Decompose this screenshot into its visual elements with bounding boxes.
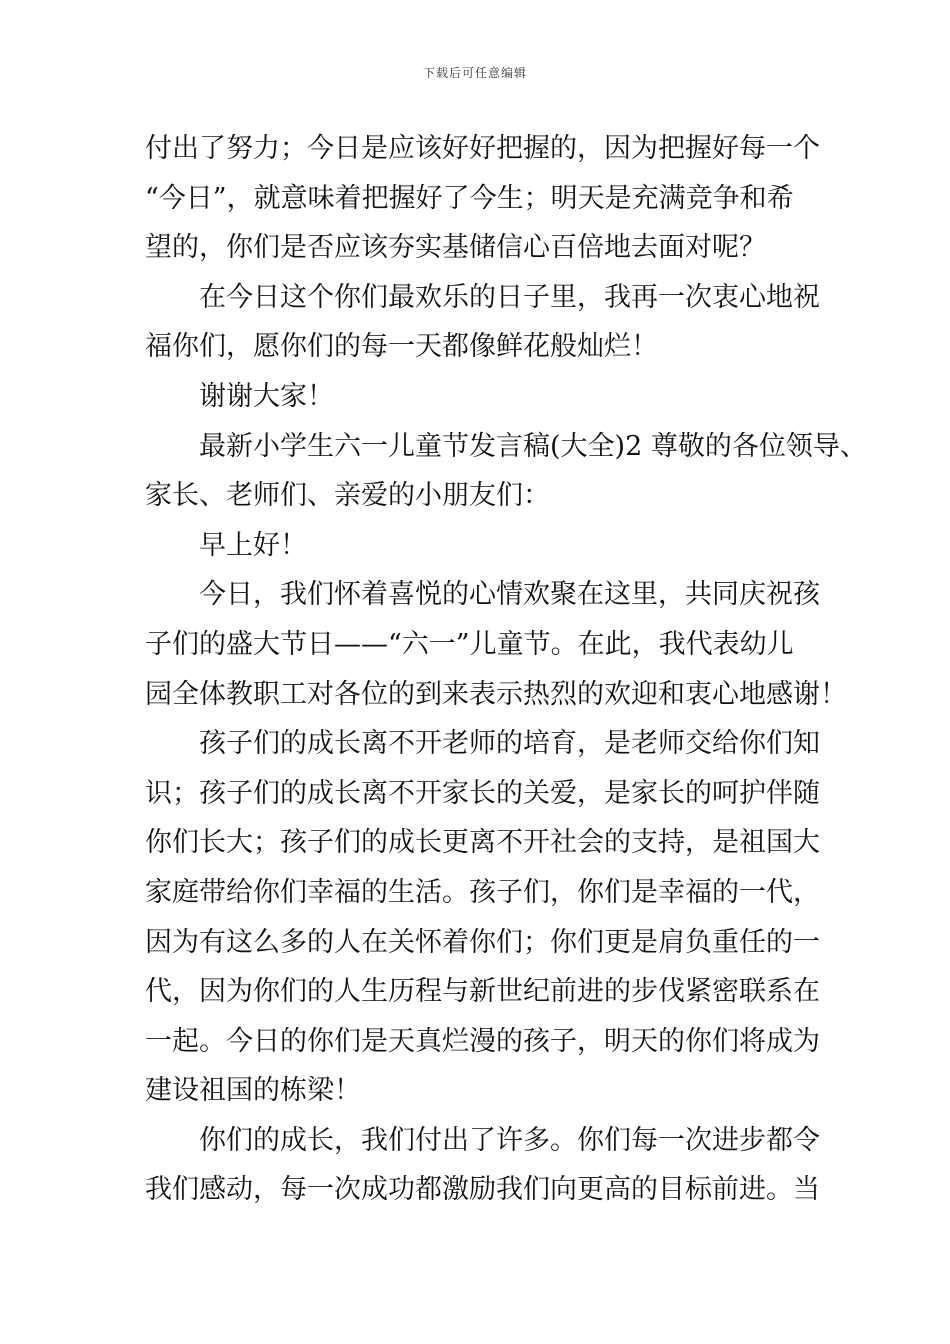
text-line: 今日，我们怀着喜悦的心情欢聚在这里，共同庆祝孩 [199,579,820,611]
text-line: 我们感动，每一次成功都激励我们向更高的目标前进。当 [145,1174,820,1206]
text-line: 代，因为你们的人生历程与新世纪前进的步伐紧密联系在 [145,976,820,1008]
body-text [145,124,867,1215]
text-line: 家长、老师们、亲爱的小朋友们： [145,480,550,512]
text-line: 在今日这个你们最欢乐的日子里，我再一次衷心地祝 [199,281,820,313]
text-line: “今日”，就意味着把握好了今生；明天是充满竞争和希 [145,182,794,214]
text-line: 谢谢大家！ [199,380,334,412]
text-line: 望的，你们是否应该夯实基储信心百倍地去面对呢？ [145,232,766,264]
text-line: 识；孩子们的成长离不开家长的关爱，是家长的呵护伴随 [145,777,820,809]
text-line: 一起。今日的你们是天真烂漫的孩子，明天的你们将成为 [145,1025,820,1057]
text-line: 园全体教职工对各位的到来表示热烈的欢迎和衷心地感谢！ [145,678,847,710]
text-line: 早上好！ [199,529,307,561]
text-line: 孩子们的成长离不开老师的培育，是老师交给你们知 [199,728,820,760]
text-line: 福你们，愿你们的每一天都像鲜花般灿烂！ [145,331,658,363]
text-line: 建设祖国的栋梁！ [145,1075,361,1107]
text-line: 家庭带给你们幸福的生活。孩子们，你们是幸福的一代， [145,876,820,908]
text-line: 最新小学生六一儿童节发言稿(大全)2 尊敬的各位领导、 [199,430,867,462]
header-note: 下载后可任意编辑 [422,66,527,80]
text-line: 你们长大；孩子们的成长更离不开社会的支持，是祖国大 [145,827,820,859]
text-line: 因为有这么多的人在关怀着你们；你们更是肩负重任的一 [145,926,820,958]
text-line: 子们的盛大节日——“六一”儿童节。在此，我代表幼儿 [145,628,794,660]
text-line: 付出了努力；今日是应该好好把握的，因为把握好每一个 [145,133,820,164]
text-line: 你们的成长，我们付出了许多。你们每一次进步都令 [199,1124,820,1156]
